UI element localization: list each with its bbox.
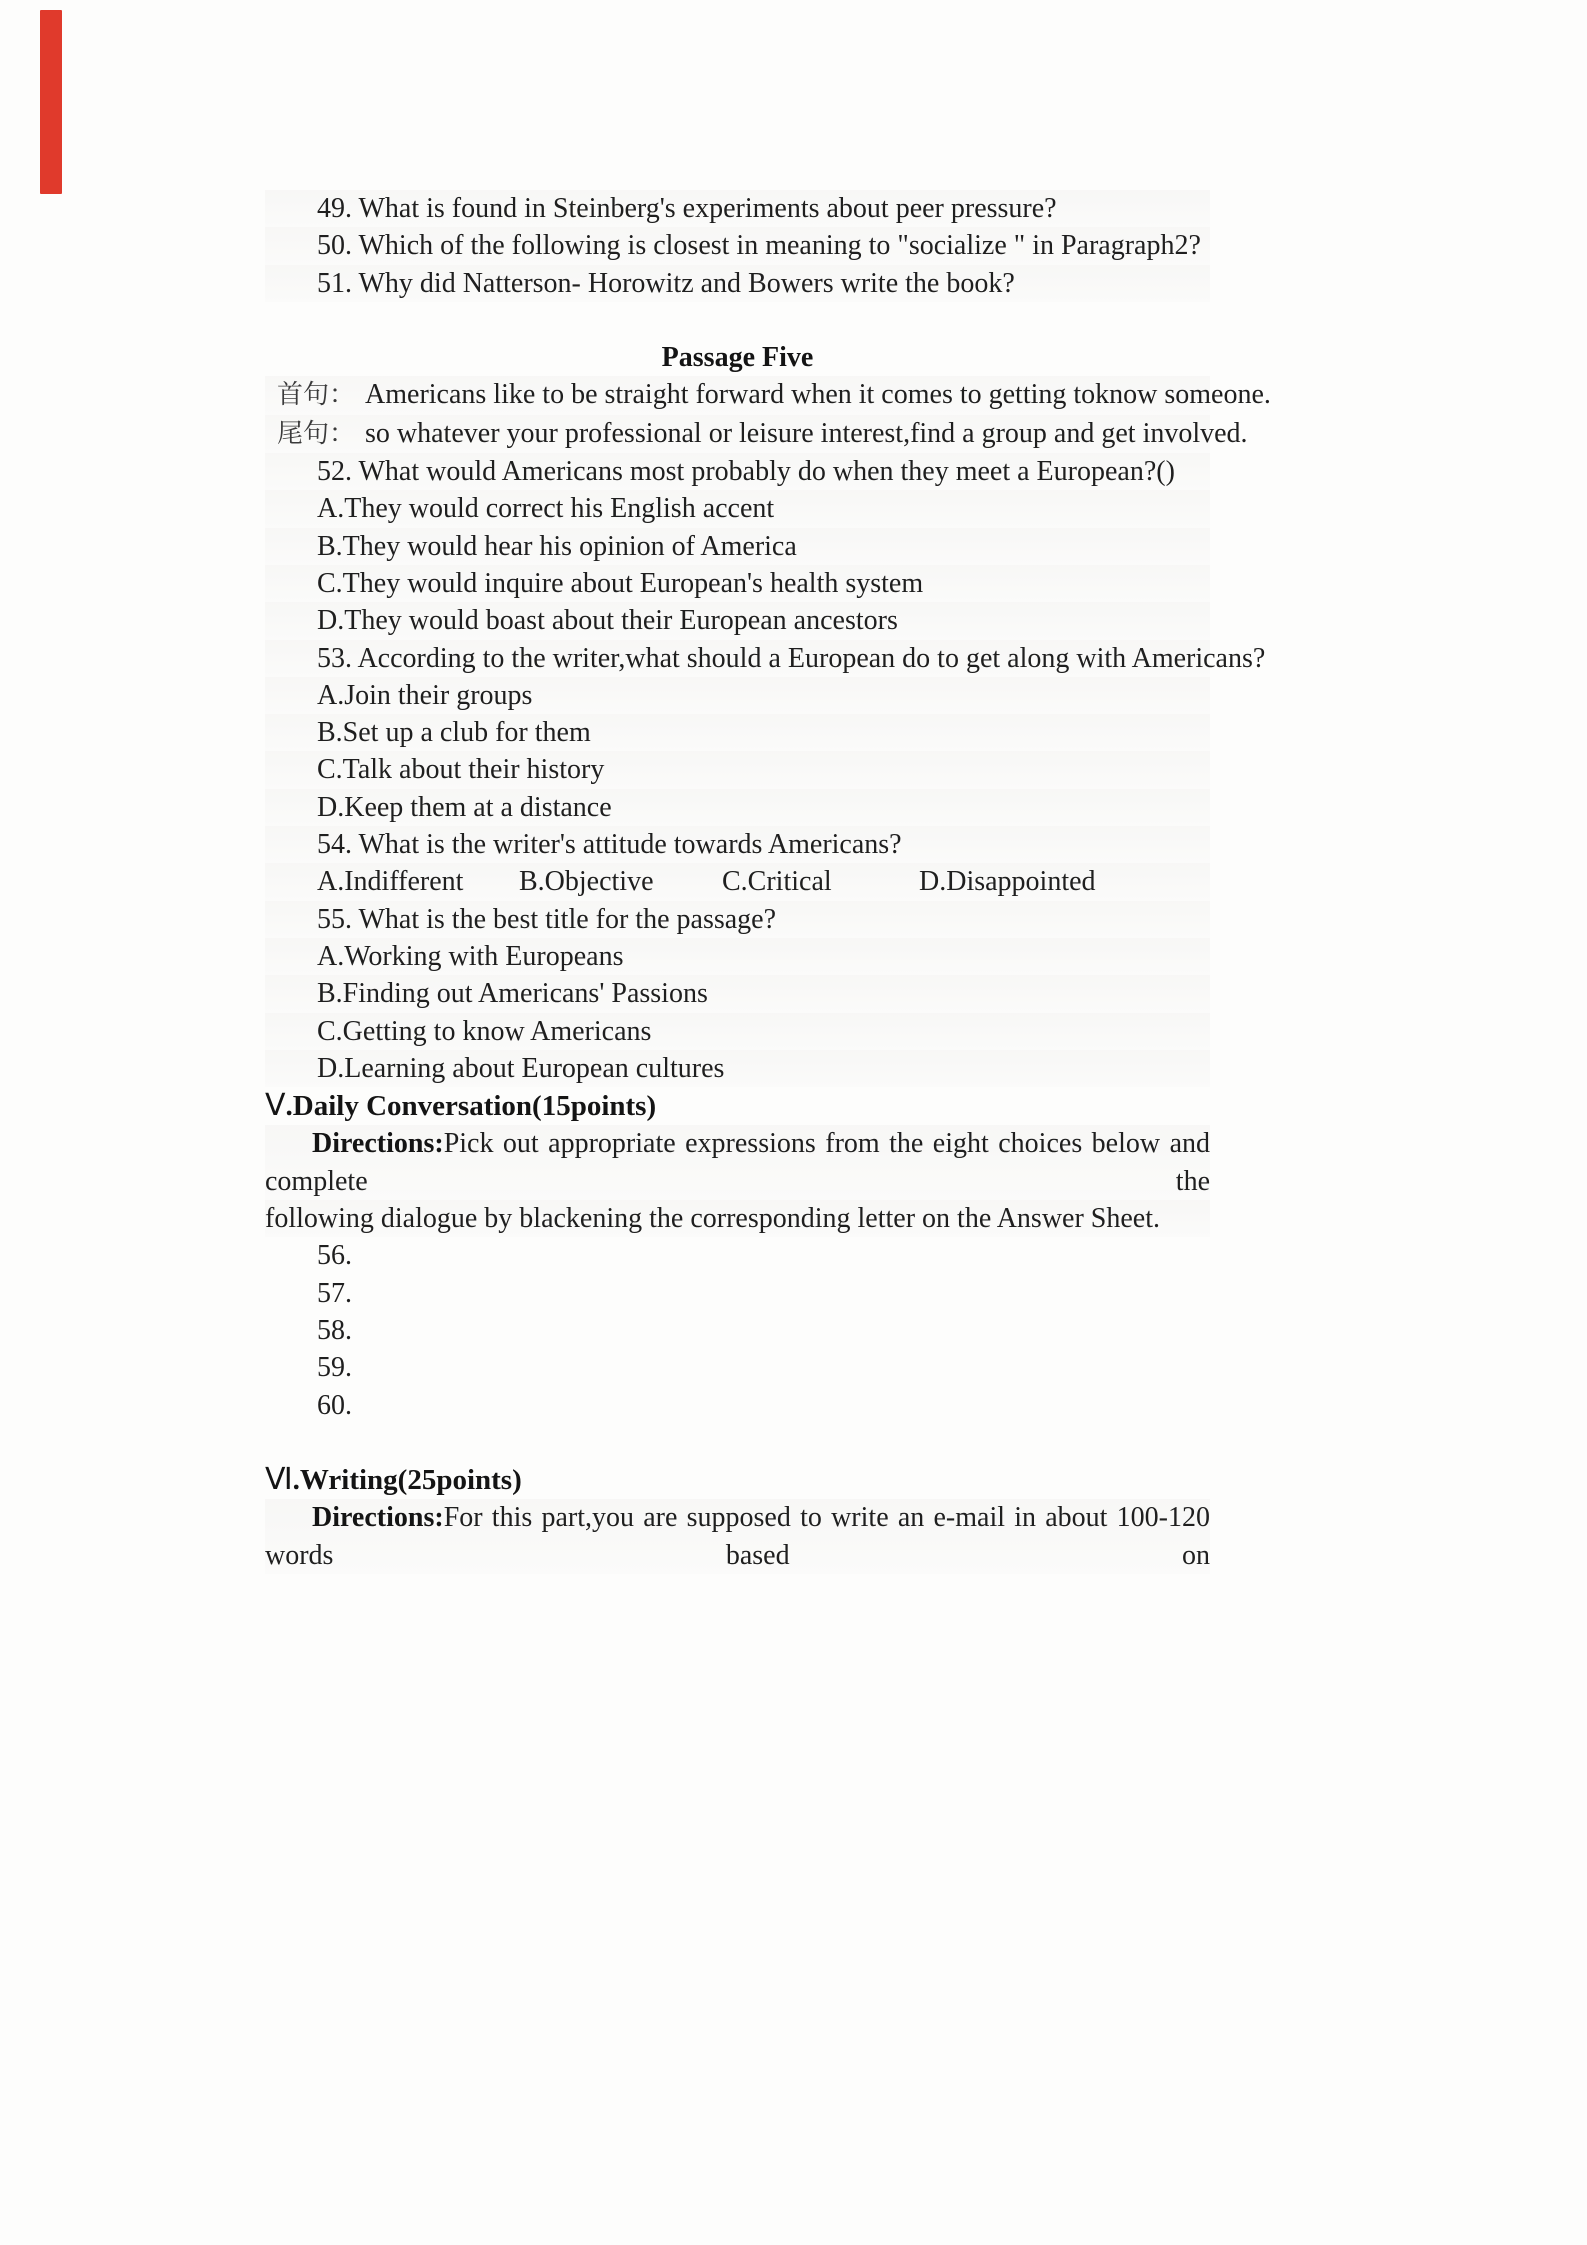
first-sentence-text: Americans like to be straight forward when it comes to getting toknow someone. xyxy=(365,379,1271,411)
question-52: 52. What would Americans most probably do when they meet a European?() xyxy=(265,453,1210,490)
question-55-option-a: A.Working with Europeans xyxy=(265,938,1210,975)
section-v-directions-text1: Pick out appropriate expressions from the eight choices below and complete the xyxy=(265,1128,1210,1197)
directions-label: Directions: xyxy=(312,1128,444,1160)
section-v-heading xyxy=(265,1087,1210,1125)
question-52-option-d: D.They would boast about their European ancestors xyxy=(265,602,1210,639)
section-vi-title: .Writing(25points) xyxy=(292,1464,522,1497)
section-vi-directions-text1: For this part,you are supposed to write an e-mail in about 100-120 words based on xyxy=(265,1502,1210,1571)
question-54-option-d: D.Disappointed xyxy=(919,866,1096,898)
section-vi-heading xyxy=(265,1461,1210,1499)
section-v-title: .Daily Conversation(15points) xyxy=(285,1090,657,1123)
conversation-item-57: 57. xyxy=(317,1277,352,1309)
question-53: 53. According to the writer,what should a European do to get along with Americans? xyxy=(265,640,1210,677)
question-52-option-c: C.They would inquire about European's health system xyxy=(265,565,1210,602)
question-54-option-c: C.Critical xyxy=(722,866,832,898)
question-50: 50. Which of the following is closest in meaning to "socialize " in Paragraph2? xyxy=(265,227,1210,264)
directions-label: Directions: xyxy=(312,1502,444,1534)
question-55-option-b: B.Finding out Americans' Passions xyxy=(265,975,1210,1012)
last-sentence-label: 尾句： xyxy=(277,418,356,449)
question-55-option-d: D.Learning about European cultures xyxy=(265,1050,1210,1087)
question-53-option-b: B.Set up a club for them xyxy=(265,714,1210,751)
section-vi-directions-line1 xyxy=(265,1499,1210,1574)
section-v-directions-line2: following dialogue by blackening the corresponding letter on the Answer Sheet. xyxy=(265,1200,1210,1237)
exam-text-column xyxy=(265,190,1271,1574)
question-55: 55. What is the best title for the passage? xyxy=(265,901,1210,938)
question-51: 51. Why did Natterson- Horowitz and Bowers write the book? xyxy=(265,265,1210,302)
section-v-directions-line1 xyxy=(265,1125,1210,1200)
question-53-option-c: C.Talk about their history xyxy=(265,751,1210,788)
passage-title: Passage Five xyxy=(661,342,814,374)
passage-last-sentence xyxy=(265,415,1248,453)
spacer xyxy=(265,1424,1210,1461)
question-49: 49. What is found in Steinberg's experiments about peer pressure? xyxy=(265,190,1210,227)
conversation-item-60: 60. xyxy=(317,1389,352,1421)
question-53-option-d: D.Keep them at a distance xyxy=(265,789,1210,826)
question-54-options xyxy=(265,863,1210,900)
conversation-item-59: 59. xyxy=(317,1352,352,1384)
question-52-option-a: A.They would correct his English accent xyxy=(265,490,1210,527)
first-sentence-label: 首句： xyxy=(277,380,356,411)
red-scan-stripe xyxy=(40,10,62,194)
question-54: 54. What is the writer's attitude towards Americans? xyxy=(265,826,1210,863)
question-55-option-c: C.Getting to know Americans xyxy=(265,1013,1210,1050)
question-54-option-a: A.Indifferent xyxy=(317,866,464,898)
question-53-option-a: A.Join their groups xyxy=(265,677,1210,714)
conversation-item-56: 56. xyxy=(317,1240,352,1272)
last-sentence-text: so whatever your professional or leisure interest,find a group and get involved. xyxy=(365,417,1248,449)
section-vi-numeral: Ⅵ xyxy=(265,1462,293,1498)
passage-first-sentence xyxy=(265,376,1271,414)
spacer xyxy=(265,302,1210,339)
conversation-item-58: 58. xyxy=(317,1314,352,1346)
question-54-option-b: B.Objective xyxy=(519,866,654,898)
section-v-numeral: Ⅴ xyxy=(265,1088,286,1124)
question-52-option-b: B.They would hear his opinion of America xyxy=(265,528,1210,565)
